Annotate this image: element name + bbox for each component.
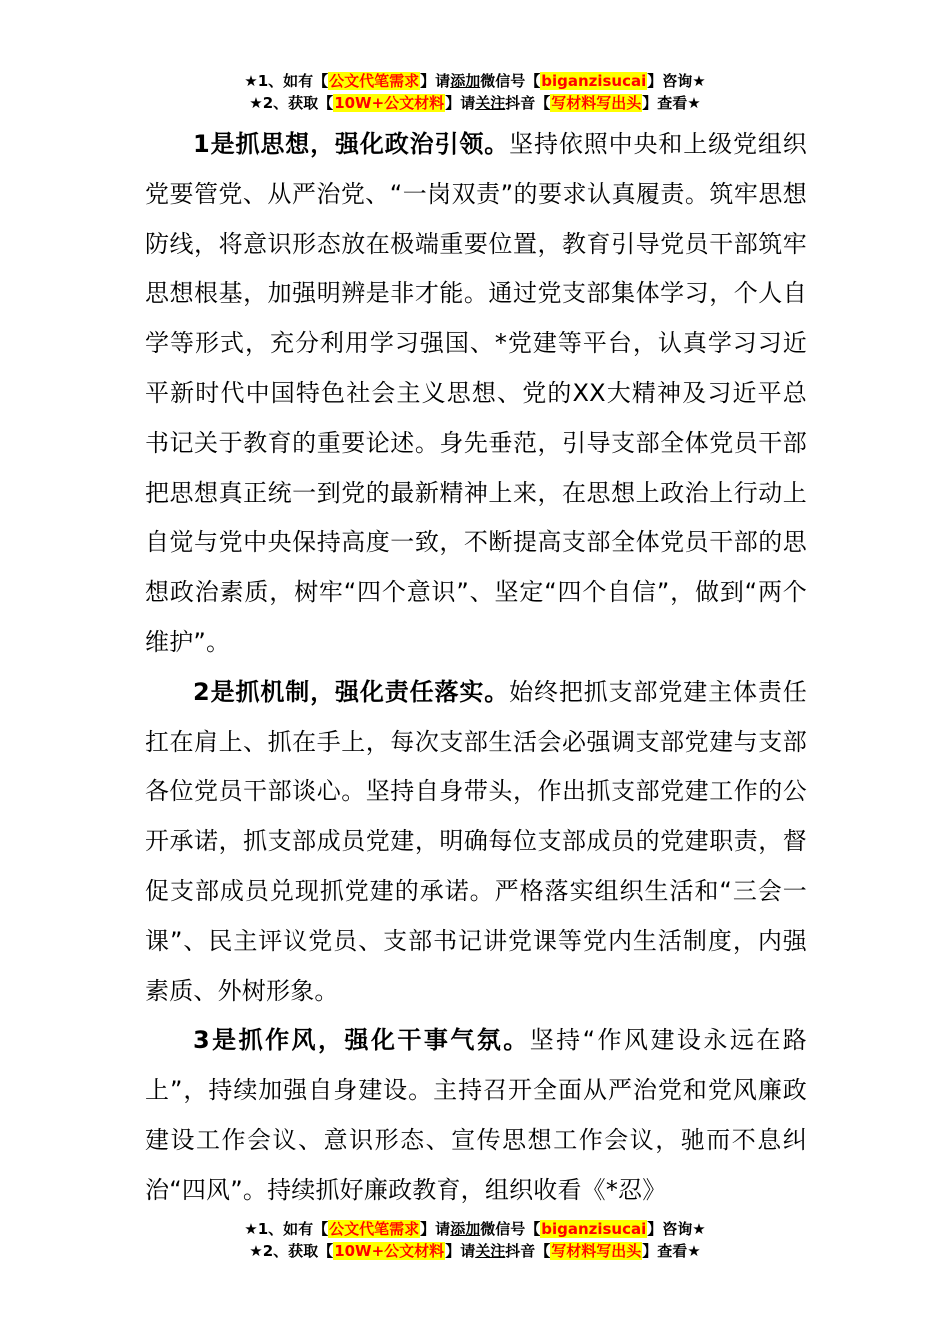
footer-notice-banner xyxy=(0,1218,950,1262)
paragraph-1 xyxy=(145,120,807,668)
highlight-service: 公文代笔需求 xyxy=(329,72,420,90)
notice-line-1: ★1、如有【公文代笔需求】请添加微信号【biganzisucai】咨询★ xyxy=(244,72,706,90)
highlight-materials: 10W+公文材料 xyxy=(334,94,445,112)
header-notice-banner xyxy=(0,70,950,114)
notice-line-2: ★2、获取【10W+公文材料】请关注抖音【写材料写出头】查看★ xyxy=(249,94,701,112)
highlight-douyin-account: 写材料写出头 xyxy=(551,94,642,112)
paragraph-lead: 2是抓机制，强化责任落实。 xyxy=(193,677,510,706)
notice-line-1: ★1、如有【公文代笔需求】请添加微信号【biganzisucai】咨询★ xyxy=(244,1220,706,1238)
document-body xyxy=(145,120,807,1216)
highlight-douyin-account: 写材料写出头 xyxy=(551,1242,642,1260)
paragraph-lead: 3是抓作风，强化干事气氛。 xyxy=(193,1026,530,1055)
highlight-wechat-id: biganzisucai xyxy=(541,72,647,90)
paragraph-text: 坚持依照中央和上级党组织党要管党、从严治党、“一岗双责”的要求认真履责。筑牢思想防线，将意识形态放在极端重要位置，教育引导党员干部筑牢思想根基，加强明辨是非才能。通过党支部集体学习，个人自学等形式，充分利用学习强国、*党建等平台，认真学习习近平新时代中国特色社会主义思想、党的XX大精神及习近平总书记关于教育的重要论述。身先垂范，引导支部全体党员干部把思想真正统一到党的最新精神上来，在思想上政治上行动上自觉与党中央保持高度一致，不断提高支部全体党员干部的思想政治素质，树牢“四个意识”、坚定“四个自信”，做到“两个维护”。 xyxy=(145,130,807,656)
highlight-wechat-id: biganzisucai xyxy=(541,1220,647,1238)
paragraph-text: 始终把抓支部党建主体责任扛在肩上、抓在手上，每次支部生活会必强调支部党建与支部各位党员干部谈心。坚持自身带头，作出抓支部党建工作的公开承诺，抓支部成员党建，明确每位支部成员的党建职责，督促支部成员兑现抓党建的承诺。严格落实组织生活和“三会一课”、民主评议党员、支部书记讲党课等党内生活制度，内强素质、外树形象。 xyxy=(145,677,807,1005)
highlight-service: 公文代笔需求 xyxy=(329,1220,420,1238)
notice-line-2: ★2、获取【10W+公文材料】请关注抖音【写材料写出头】查看★ xyxy=(249,1242,701,1260)
paragraph-lead: 1是抓思想，强化政治引领。 xyxy=(193,130,510,158)
paragraph-3 xyxy=(145,1016,807,1215)
paragraph-text: 坚持“作风建设永远在路上”，持续加强自身建设。主持召开全面从严治党和党风廉政建设工作会议、意识形态、宣传思想工作会议，驰而不息纠治“四风”。持续抓好廉政教育，组织收看《*忍》 xyxy=(145,1026,807,1204)
highlight-materials: 10W+公文材料 xyxy=(334,1242,445,1260)
paragraph-2 xyxy=(145,668,807,1017)
